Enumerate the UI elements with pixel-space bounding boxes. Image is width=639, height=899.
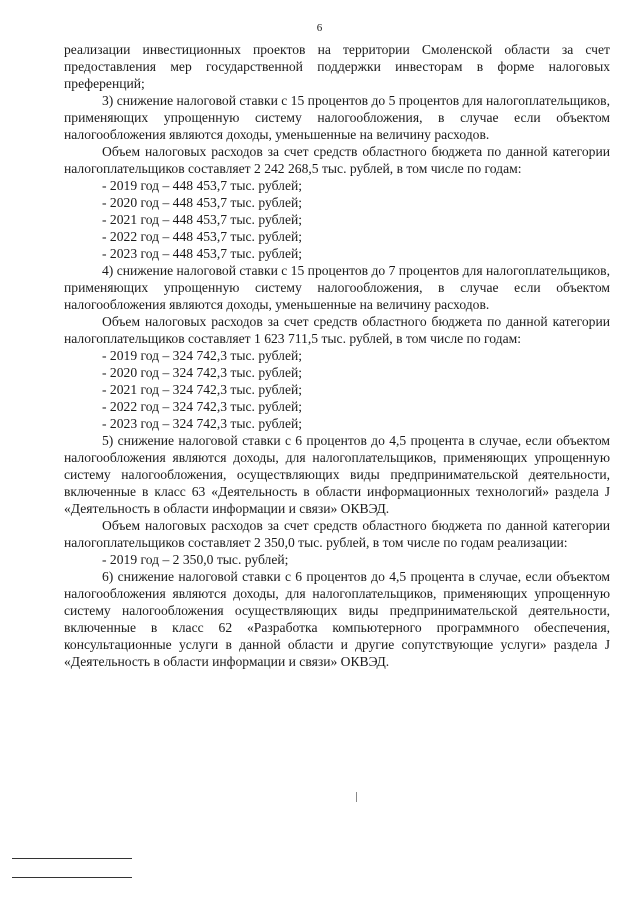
footer-rule: [12, 858, 132, 859]
list-item: - 2020 год – 324 742,3 тыс. рублей;: [102, 365, 303, 380]
list-item: - 2021 год – 324 742,3 тыс. рублей;: [102, 382, 303, 397]
page-number: 6: [316, 22, 323, 34]
list-item: - 2021 год – 448 453,7 тыс. рублей;: [102, 212, 303, 227]
paragraph: 4) снижение налоговой ставки с 15 процентов до 7 процентов для налогоплательщиков, применяющих упрощенную систему налогообложения, в случае если объектом налогообложения являются доходы, уменьшенные на величину расходов.: [64, 263, 610, 312]
paragraph: реализации инвестиционных проектов на территории Смоленской области за счет предоставления мер государственной поддержки инвесторам в форме налоговых преференций;: [64, 42, 610, 91]
footer-rule: [12, 877, 132, 878]
document-body: [64, 41, 610, 670]
paragraph: 6) снижение налоговой ставки с 6 процентов до 4,5 процента в случае, если объектом налогообложения являются доходы, для налогоплательщиков, применяющих упрощенную систему налогообложения осуществляющих виды предпринимательской деятельности, включенные в класс 62 «Разработка компьютерного программного обеспечения, консультационные услуги в данной области и другие сопутствующие услуги» раздела J «Деятельность в области информации и связи» ОКВЭД.: [64, 569, 610, 669]
paragraph: 3) снижение налоговой ставки с 15 процентов до 5 процентов для налогоплательщиков, применяющих упрощенную систему налогообложения, в случае если объектом налогообложения являются доходы, уменьшенные на величину расходов.: [64, 93, 610, 142]
list-item: - 2019 год – 2 350,0 тыс. рублей;: [102, 552, 289, 567]
list-item: - 2022 год – 324 742,3 тыс. рублей;: [102, 399, 303, 414]
paragraph: Объем налоговых расходов за счет средств областного бюджета по данной категории налогоплательщиков составляет 2 242 268,5 тыс. рублей, в том числе по годам:: [64, 144, 610, 176]
paragraph: Объем налоговых расходов за счет средств областного бюджета по данной категории налогоплательщиков составляет 2 350,0 тыс. рублей, в том числе по годам реализации:: [64, 518, 610, 550]
list-item: - 2023 год – 324 742,3 тыс. рублей;: [102, 416, 303, 431]
list-item: - 2020 год – 448 453,7 тыс. рублей;: [102, 195, 303, 210]
scan-mark: [356, 792, 357, 802]
list-item: - 2019 год – 448 453,7 тыс. рублей;: [102, 178, 303, 193]
list-item: - 2022 год – 448 453,7 тыс. рублей;: [102, 229, 303, 244]
paragraph: Объем налоговых расходов за счет средств областного бюджета по данной категории налогоплательщиков составляет 1 623 711,5 тыс. рублей, в том числе по годам:: [64, 314, 610, 346]
list-item: - 2023 год – 448 453,7 тыс. рублей;: [102, 246, 303, 261]
list-item: - 2019 год – 324 742,3 тыс. рублей;: [102, 348, 303, 363]
paragraph: 5) снижение налоговой ставки с 6 процентов до 4,5 процента в случае, если объектом налогообложения являются доходы, для налогоплательщиков, применяющих упрощенную систему налогообложения, осуществляющих виды предпринимательской деятельности, включенные в класс 63 «Деятельность в области информационных технологий» раздела J «Деятельность в области информации и связи» ОКВЭД.: [64, 433, 610, 516]
